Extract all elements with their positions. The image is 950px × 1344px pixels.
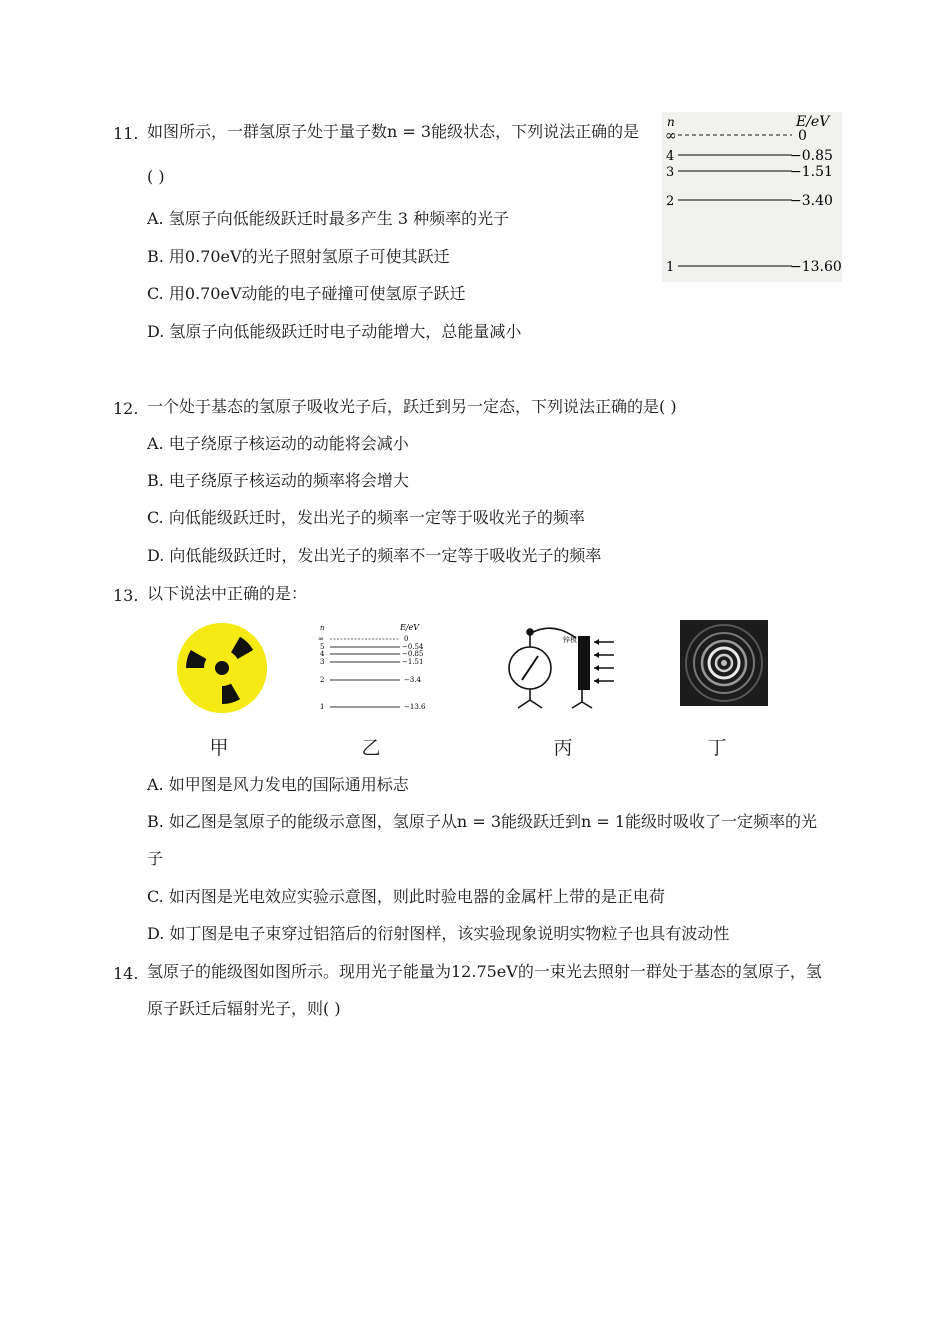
question-stem-line2: 原子跃迁后辐射光子，则( ) <box>147 999 341 1018</box>
diffraction-pattern-figure <box>680 620 768 706</box>
option-a: A. 如甲图是风力发电的国际通用标志 <box>147 775 409 794</box>
option-a: A. 电子绕原子核运动的动能将会减小 <box>147 434 409 453</box>
question-stem-line1: 氢原子的能级图如图所示。现用光子能量为12.75eV的一束光去照射一群处于基态的氢原子，氢 <box>147 962 822 981</box>
n-axis-label: n <box>667 115 675 129</box>
energy-level-diagram <box>662 112 842 282</box>
question-stem: 如图所示，一群氢原子处于量子数n = 3能级状态，下列说法正确的是 <box>147 122 640 141</box>
level-n: 3 <box>320 658 325 666</box>
question-stem: 以下说法中正确的是： <box>147 584 308 603</box>
zinc-plate <box>578 636 590 690</box>
level-n: 5 <box>320 643 325 651</box>
level-energy: −1.51 <box>402 658 424 666</box>
level-energy: −1.51 <box>790 164 833 180</box>
level-n: 1 <box>320 703 325 711</box>
option-b: B. 用0.70eV的光子照射氢原子可使其跃迁 <box>147 247 450 266</box>
question-stem: 一个处于基态的氢原子吸收光子后，跃迁到另一定态，下列说法正确的是( ) <box>147 397 677 416</box>
option-c: C. 用0.70eV动能的电子碰撞可使氢原子跃迁 <box>147 284 466 303</box>
level-energy: −0.85 <box>402 650 424 658</box>
level-n: ∞ <box>665 128 677 144</box>
photoelectric-experiment-figure <box>494 622 624 716</box>
option-d: D. 如丁图是电子束穿过铝箔后的衍射图样，该实验现象说明实物粒子也具有波动性 <box>147 924 730 943</box>
zinc-plate-label: 锌板 <box>563 636 577 644</box>
figure-label-jia: 甲 <box>209 737 229 759</box>
level-n: 2 <box>320 676 325 684</box>
answer-paren: ( ) <box>147 167 165 186</box>
option-a: A. 氢原子向低能级跃迁时最多产生 3 种频率的光子 <box>147 209 510 228</box>
level-energy: −0.85 <box>790 148 833 164</box>
level-n: 2 <box>666 194 675 209</box>
question-number: 11. <box>113 124 139 143</box>
figure-label-ding: 丁 <box>707 737 727 759</box>
level-energy: −13.60 <box>790 259 842 275</box>
question-number: 12. <box>113 399 139 418</box>
option-b-continued: 子 <box>147 849 164 868</box>
level-n: 4 <box>320 650 325 658</box>
level-n: 1 <box>666 260 675 275</box>
option-c: C. 向低能级跃迁时，发出光子的频率一定等于吸收光子的频率 <box>147 508 585 527</box>
figure-label-yi: 乙 <box>361 737 381 759</box>
energy-axis-label: E/eV <box>400 623 420 632</box>
level-energy: −13.6 <box>404 703 426 711</box>
level-energy: −0.54 <box>402 643 424 651</box>
level-energy: −3.4 <box>404 676 421 684</box>
n-axis-label: n <box>320 624 325 632</box>
figure-label-bing: 丙 <box>553 737 573 759</box>
question-number: 13. <box>113 586 139 605</box>
question-number: 14. <box>113 964 139 983</box>
radiation-symbol-figure <box>176 622 268 714</box>
level-energy: −3.40 <box>790 193 833 209</box>
level-n: 3 <box>666 165 675 180</box>
option-b: B. 如乙图是氢原子的能级示意图，氢原子从n = 3能级跃迁到n = 1能级时吸收了一定频率的光 <box>147 812 818 831</box>
level-energy: 0 <box>404 635 409 643</box>
level-n: 4 <box>666 149 675 164</box>
option-d: D. 氢原子向低能级跃迁时电子动能增大，总能量减小 <box>147 322 522 341</box>
option-d: D. 向低能级跃迁时，发出光子的频率不一定等于吸收光子的频率 <box>147 546 602 565</box>
option-c: C. 如丙图是光电效应实验示意图，则此时验电器的金属杆上带的是正电荷 <box>147 887 665 906</box>
level-energy: 0 <box>798 128 807 144</box>
option-b: B. 电子绕原子核运动的频率将会增大 <box>147 471 409 490</box>
energy-axis-label: E/eV <box>796 114 830 130</box>
energy-level-diagram-small <box>316 620 436 720</box>
level-n: ∞ <box>318 635 324 643</box>
